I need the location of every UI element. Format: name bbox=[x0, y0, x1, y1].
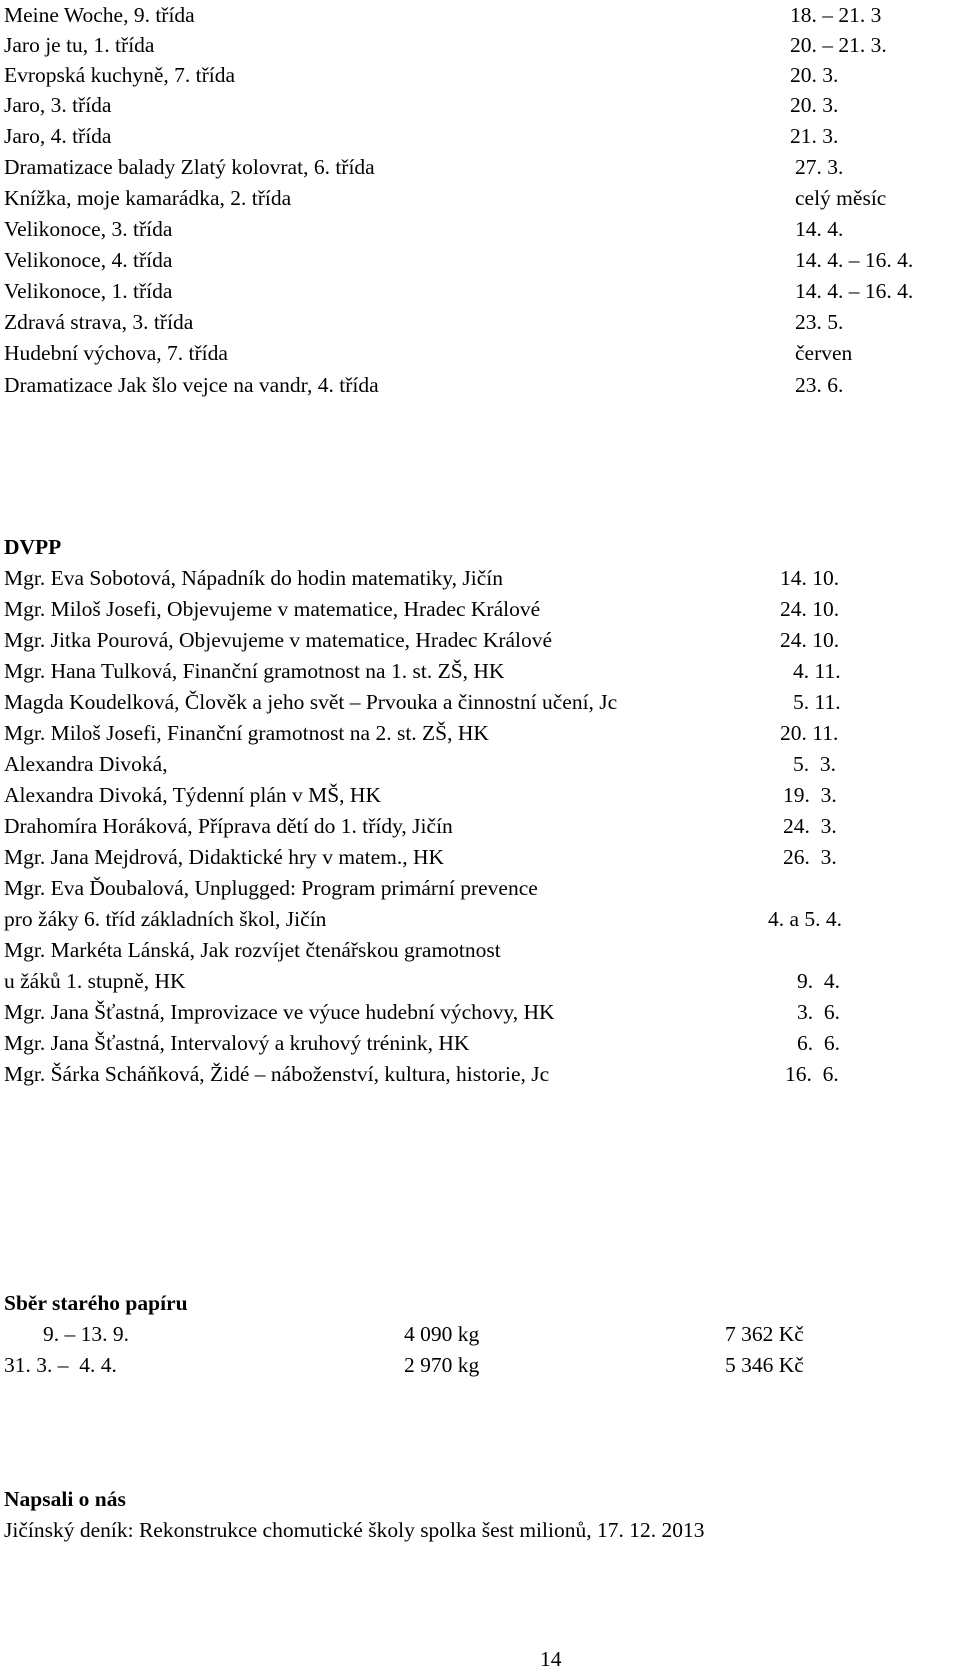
event-title: Dramatizace balady Zlatý kolovrat, 6. třída bbox=[4, 155, 375, 179]
dvpp-title: Drahomíra Horáková, Příprava dětí do 1. třídy, Jičín bbox=[4, 814, 453, 838]
dvpp-date: 24. 10. bbox=[780, 597, 840, 621]
dvpp-title: Mgr. Miloš Josefi, Objevujeme v matematice, Hradec Králové bbox=[4, 597, 541, 621]
event-date: 14. 4. – 16. 4. bbox=[795, 248, 914, 272]
event-date: 21. 3. bbox=[790, 124, 839, 148]
event-date: 20. – 21. 3. bbox=[790, 33, 887, 57]
dvpp-date: 5. 11. bbox=[793, 690, 841, 714]
event-title: Velikonoce, 3. třída bbox=[4, 217, 173, 241]
paper-amount: 5 346 Kč bbox=[725, 1353, 804, 1377]
dvpp-date: 24. 3. bbox=[783, 814, 837, 838]
dvpp-title: Mgr. Jitka Pourová, Objevujeme v matematice, Hradec Králové bbox=[4, 628, 553, 652]
event-date: 23. 5. bbox=[795, 310, 844, 334]
paper-weight: 2 970 kg bbox=[404, 1353, 480, 1377]
dvpp-title: Mgr. Jana Šťastná, Intervalový a kruhový trénink, HK bbox=[4, 1031, 470, 1055]
dvpp-title: Alexandra Divoká, Týdenní plán v MŠ, HK bbox=[4, 783, 381, 807]
event-date: červen bbox=[795, 341, 853, 365]
dvpp-date: 4. a 5. 4. bbox=[768, 907, 843, 931]
event-date: 18. – 21. 3 bbox=[790, 3, 882, 27]
paper-weight: 4 090 kg bbox=[404, 1322, 480, 1346]
dvpp-title: Mgr. Eva Ďoubalová, Unplugged: Program primární prevence bbox=[4, 876, 538, 900]
event-title: Evropská kuchyně, 7. třída bbox=[4, 63, 236, 87]
event-title: Jaro je tu, 1. třída bbox=[4, 33, 155, 57]
dvpp-title: Magda Koudelková, Člověk a jeho svět – Prvouka a činnostní učení, Jc bbox=[4, 690, 618, 714]
dvpp-date: 9. 4. bbox=[797, 969, 840, 993]
event-date: 23. 6. bbox=[795, 373, 844, 397]
event-title: Jaro, 3. třída bbox=[4, 93, 112, 117]
event-title: Velikonoce, 1. třída bbox=[4, 279, 173, 303]
paper-heading: Sběr starého papíru bbox=[4, 1291, 188, 1315]
event-title: Meine Woche, 9. třída bbox=[4, 3, 195, 27]
dvpp-date: 4. 11. bbox=[793, 659, 841, 683]
dvpp-title: Mgr. Markéta Lánská, Jak rozvíjet čtenářskou gramotnost bbox=[4, 938, 501, 962]
event-date: celý měsíc bbox=[795, 186, 887, 210]
dvpp-title: Mgr. Jana Šťastná, Improvizace ve výuce hudební výchovy, HK bbox=[4, 1000, 555, 1024]
press-text: Jičínský deník: Rekonstrukce chomutické školy spolka šest milionů, 17. 12. 2013 bbox=[4, 1518, 705, 1542]
event-title: Velikonoce, 4. třída bbox=[4, 248, 173, 272]
dvpp-title: Alexandra Divoká, bbox=[4, 752, 168, 776]
paper-period: 31. 3. – 4. 4. bbox=[4, 1353, 117, 1377]
event-date: 14. 4. bbox=[795, 217, 844, 241]
event-title: Knížka, moje kamarádka, 2. třída bbox=[4, 186, 292, 210]
dvpp-title: u žáků 1. stupně, HK bbox=[4, 969, 186, 993]
page-number: 14 bbox=[540, 1647, 562, 1671]
paper-amount: 7 362 Kč bbox=[725, 1322, 804, 1346]
event-title: Dramatizace Jak šlo vejce na vandr, 4. třída bbox=[4, 373, 379, 397]
dvpp-title: Mgr. Šárka Scháňková, Židé – náboženství, kultura, historie, Jc bbox=[4, 1062, 550, 1086]
dvpp-heading: DVPP bbox=[4, 535, 62, 559]
dvpp-date: 26. 3. bbox=[783, 845, 837, 869]
event-date: 14. 4. – 16. 4. bbox=[795, 279, 914, 303]
event-date: 20. 3. bbox=[790, 63, 839, 87]
dvpp-date: 3. 6. bbox=[797, 1000, 840, 1024]
event-date: 27. 3. bbox=[795, 155, 844, 179]
event-title: Jaro, 4. třída bbox=[4, 124, 112, 148]
dvpp-date: 6. 6. bbox=[797, 1031, 840, 1055]
event-title: Zdravá strava, 3. třída bbox=[4, 310, 194, 334]
dvpp-title: Mgr. Eva Sobotová, Nápadník do hodin matematiky, Jičín bbox=[4, 566, 504, 590]
paper-period: 9. – 13. 9. bbox=[43, 1322, 129, 1346]
dvpp-date: 19. 3. bbox=[783, 783, 837, 807]
dvpp-date: 5. 3. bbox=[793, 752, 836, 776]
press-heading: Napsali o nás bbox=[4, 1487, 126, 1511]
dvpp-title: Mgr. Jana Mejdrová, Didaktické hry v matem., HK bbox=[4, 845, 445, 869]
dvpp-date: 14. 10. bbox=[780, 566, 840, 590]
dvpp-date: 24. 10. bbox=[780, 628, 840, 652]
dvpp-date: 16. 6. bbox=[785, 1062, 839, 1086]
dvpp-title: Mgr. Miloš Josefi, Finanční gramotnost na 2. st. ZŠ, HK bbox=[4, 721, 489, 745]
event-title: Hudební výchova, 7. třída bbox=[4, 341, 228, 365]
dvpp-title: pro žáky 6. tříd základních škol, Jičín bbox=[4, 907, 327, 931]
dvpp-date: 20. 11. bbox=[780, 721, 839, 745]
event-date: 20. 3. bbox=[790, 93, 839, 117]
dvpp-title: Mgr. Hana Tulková, Finanční gramotnost na 1. st. ZŠ, HK bbox=[4, 659, 505, 683]
